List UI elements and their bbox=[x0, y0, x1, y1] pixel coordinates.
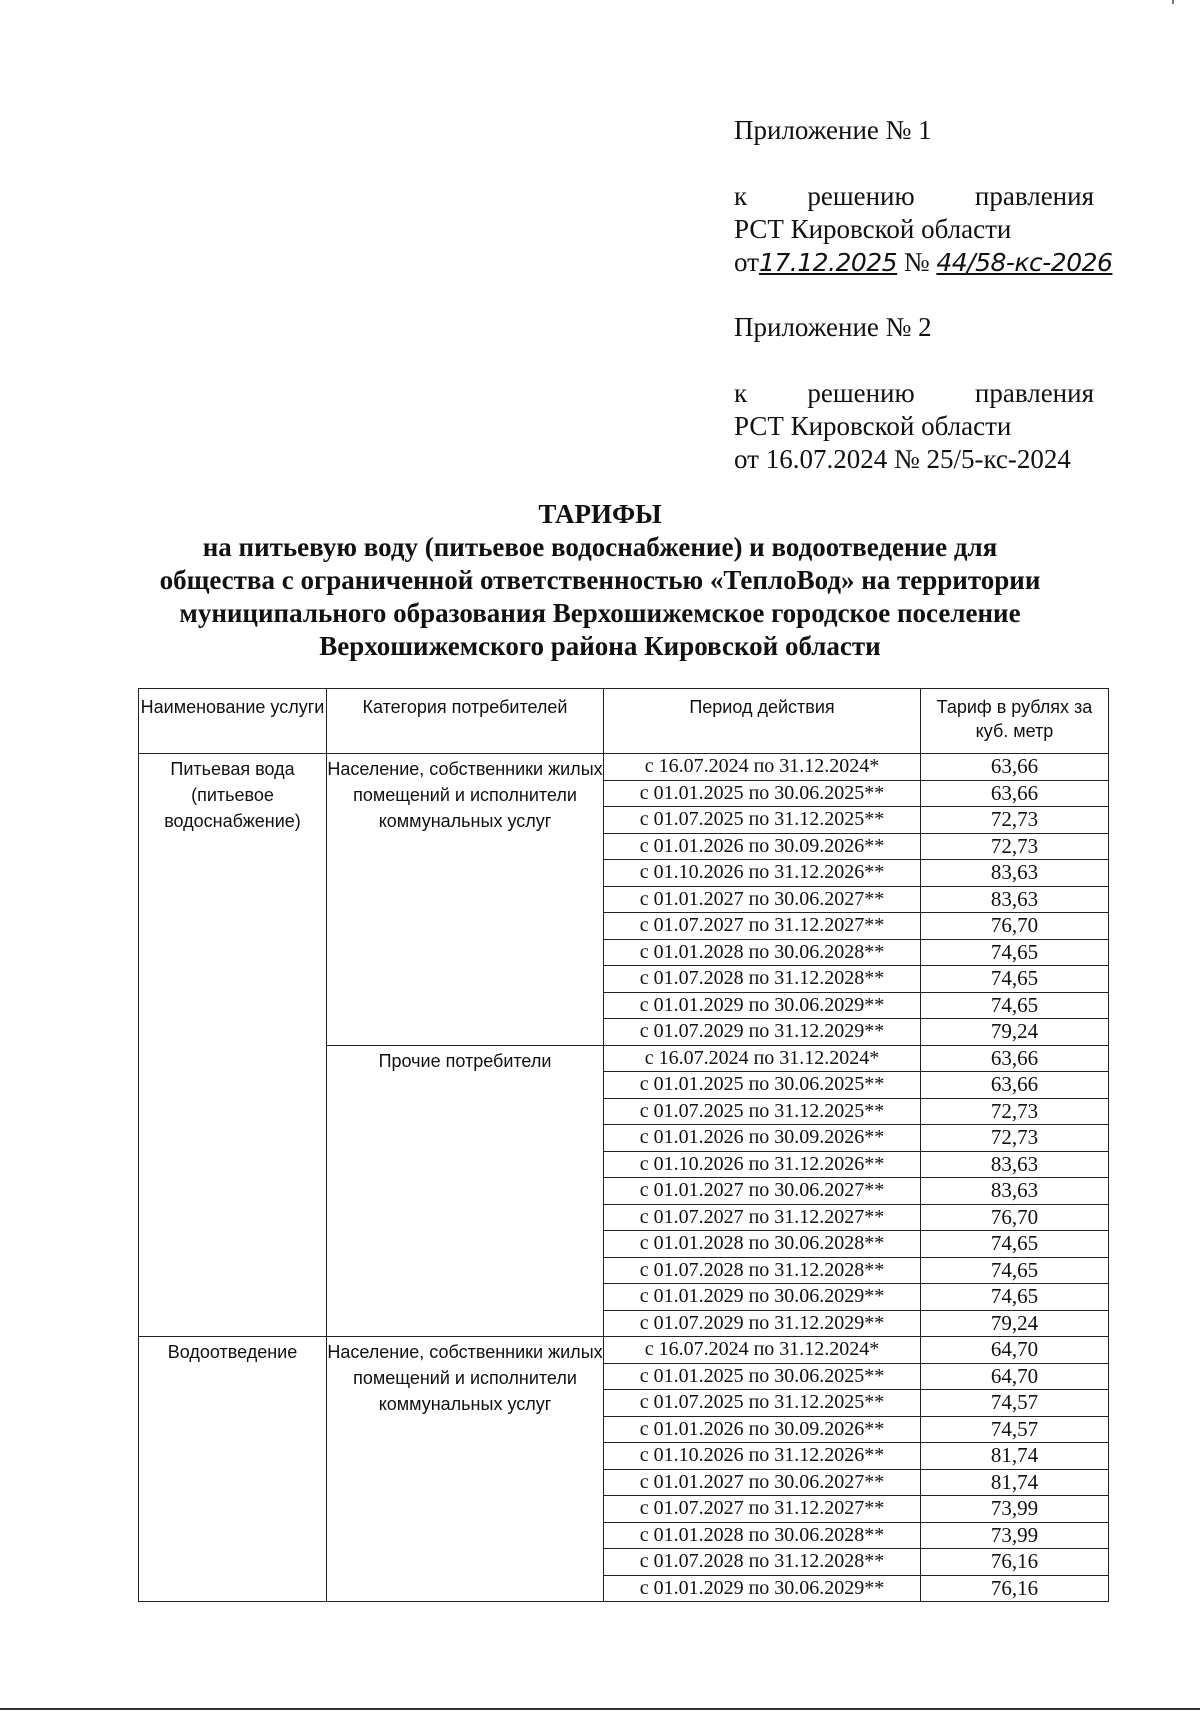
header-tariff: Тариф в рублях за куб. метр bbox=[921, 689, 1109, 754]
appendix-2-title: Приложение № 2 bbox=[734, 312, 932, 342]
tariff-cell: 76,70 bbox=[921, 913, 1109, 940]
period-cell: с 01.07.2027 по 31.12.2027** bbox=[604, 1496, 921, 1523]
appendix-2-authority: РСТ Кировской области bbox=[734, 411, 1012, 441]
appendix-1-decision-line: к решению правления bbox=[734, 181, 1094, 211]
appendix-2-decision-line: к решению правления bbox=[734, 378, 1094, 408]
heading-line-2: общества с ограниченной ответственностью «ТеплоВод» на территории bbox=[159, 565, 1041, 595]
heading-title: ТАРИФЫ bbox=[538, 499, 662, 529]
period-cell: с 01.01.2027 по 30.06.2027** bbox=[604, 1178, 921, 1205]
handwritten-date: 17.12.2025 bbox=[758, 248, 898, 277]
tariff-cell: 63,66 bbox=[921, 754, 1109, 781]
period-cell: с 01.01.2025 по 30.06.2025** bbox=[604, 1363, 921, 1390]
tariff-cell: 63,66 bbox=[921, 1045, 1109, 1072]
period-cell: с 01.07.2025 по 31.12.2025** bbox=[604, 807, 921, 834]
period-cell: с 01.01.2027 по 30.06.2027** bbox=[604, 1469, 921, 1496]
period-cell: с 01.10.2026 по 31.12.2026** bbox=[604, 1443, 921, 1470]
period-cell: с 01.07.2025 по 31.12.2025** bbox=[604, 1098, 921, 1125]
tariff-cell: 64,70 bbox=[921, 1363, 1109, 1390]
page-bottom-line bbox=[0, 1708, 1200, 1710]
service-name-cell: Водоотведение bbox=[139, 1337, 327, 1602]
tariff-cell: 74,65 bbox=[921, 1231, 1109, 1258]
tariff-cell: 81,74 bbox=[921, 1443, 1109, 1470]
tariff-cell: 83,63 bbox=[921, 886, 1109, 913]
tariff-cell: 73,99 bbox=[921, 1496, 1109, 1523]
appendix-1-date-number: от17.12.2025 № 44/58-кс-2026 bbox=[734, 247, 1113, 277]
tariff-cell: 74,65 bbox=[921, 992, 1109, 1019]
tariff-cell: 63,66 bbox=[921, 780, 1109, 807]
period-cell: с 01.07.2027 по 31.12.2027** bbox=[604, 913, 921, 940]
tariff-cell: 79,24 bbox=[921, 1019, 1109, 1046]
period-cell: с 01.01.2026 по 30.09.2026** bbox=[604, 1125, 921, 1152]
header-service: Наименование услуги bbox=[139, 689, 327, 754]
period-cell: с 01.01.2029 по 30.06.2029** bbox=[604, 1284, 921, 1311]
category-cell: Население, собственники жилых помещений и исполнители коммунальных услуг bbox=[327, 1337, 604, 1602]
tariff-cell: 74,57 bbox=[921, 1416, 1109, 1443]
appendix-2-date-number: от 16.07.2024 № 25/5-кс-2024 bbox=[734, 444, 1071, 474]
tariff-cell: 72,73 bbox=[921, 807, 1109, 834]
document-heading bbox=[100, 498, 1100, 663]
scan-mark bbox=[1172, 0, 1174, 4]
table-header-row bbox=[139, 689, 1109, 754]
tariff-cell: 74,57 bbox=[921, 1390, 1109, 1417]
handwritten-number: 44/58-кс-2026 bbox=[936, 248, 1113, 277]
period-cell: с 01.01.2027 по 30.06.2027** bbox=[604, 886, 921, 913]
appendix-2-block bbox=[734, 311, 1094, 476]
tariff-cell: 74,65 bbox=[921, 939, 1109, 966]
tariff-cell: 76,16 bbox=[921, 1549, 1109, 1576]
period-cell: с 01.07.2029 по 31.12.2029** bbox=[604, 1019, 921, 1046]
appendix-1-authority: РСТ Кировской области bbox=[734, 214, 1012, 244]
tariff-cell: 76,70 bbox=[921, 1204, 1109, 1231]
period-cell: с 01.07.2029 по 31.12.2029** bbox=[604, 1310, 921, 1337]
category-cell: Прочие потребители bbox=[327, 1045, 604, 1337]
period-cell: с 01.01.2028 по 30.06.2028** bbox=[604, 1231, 921, 1258]
tariff-cell: 64,70 bbox=[921, 1337, 1109, 1364]
period-cell: с 01.10.2026 по 31.12.2026** bbox=[604, 860, 921, 887]
header-period: Период действия bbox=[604, 689, 921, 754]
period-cell: с 01.10.2026 по 31.12.2026** bbox=[604, 1151, 921, 1178]
tariff-cell: 74,65 bbox=[921, 1284, 1109, 1311]
tariff-cell: 83,63 bbox=[921, 1178, 1109, 1205]
period-cell: с 01.07.2027 по 31.12.2027** bbox=[604, 1204, 921, 1231]
period-cell: с 01.01.2029 по 30.06.2029** bbox=[604, 1575, 921, 1602]
table-body bbox=[139, 754, 1109, 1602]
tariff-cell: 83,63 bbox=[921, 1151, 1109, 1178]
period-cell: с 01.01.2025 по 30.06.2025** bbox=[604, 780, 921, 807]
period-cell: с 01.07.2028 по 31.12.2028** bbox=[604, 1257, 921, 1284]
period-cell: с 01.07.2028 по 31.12.2028** bbox=[604, 966, 921, 993]
tariff-cell: 63,66 bbox=[921, 1072, 1109, 1099]
heading-line-4: Верхошижемского района Кировской области bbox=[319, 631, 881, 661]
header-category: Категория потребителей bbox=[327, 689, 604, 754]
tariff-cell: 76,16 bbox=[921, 1575, 1109, 1602]
tariff-cell: 79,24 bbox=[921, 1310, 1109, 1337]
period-cell: с 01.01.2026 по 30.09.2026** bbox=[604, 833, 921, 860]
tariff-table bbox=[138, 688, 1109, 1602]
heading-line-1: на питьевую воду (питьевое водоснабжение) и водоотведение для bbox=[202, 532, 998, 562]
tariff-cell: 72,73 bbox=[921, 1098, 1109, 1125]
category-cell: Население, собственники жилых помещений и исполнители коммунальных услуг bbox=[327, 754, 604, 1046]
period-cell: с 16.07.2024 по 31.12.2024* bbox=[604, 1045, 921, 1072]
period-cell: с 01.07.2025 по 31.12.2025** bbox=[604, 1390, 921, 1417]
heading-line-3: муниципального образования Верхошижемское городское поселение bbox=[179, 598, 1021, 628]
service-name-cell: Питьевая вода (питьевое водоснабжение) bbox=[139, 754, 327, 1337]
period-cell: с 16.07.2024 по 31.12.2024* bbox=[604, 754, 921, 781]
table-row bbox=[139, 754, 1109, 781]
tariff-cell: 74,65 bbox=[921, 1257, 1109, 1284]
appendix-1-title: Приложение № 1 bbox=[734, 115, 932, 145]
tariff-cell: 72,73 bbox=[921, 1125, 1109, 1152]
period-cell: с 01.07.2028 по 31.12.2028** bbox=[604, 1549, 921, 1576]
tariff-cell: 72,73 bbox=[921, 833, 1109, 860]
tariff-cell: 81,74 bbox=[921, 1469, 1109, 1496]
period-cell: с 01.01.2028 по 30.06.2028** bbox=[604, 1522, 921, 1549]
period-cell: с 16.07.2024 по 31.12.2024* bbox=[604, 1337, 921, 1364]
period-cell: с 01.01.2028 по 30.06.2028** bbox=[604, 939, 921, 966]
tariff-cell: 83,63 bbox=[921, 860, 1109, 887]
table-row bbox=[139, 1337, 1109, 1364]
tariff-cell: 74,65 bbox=[921, 966, 1109, 993]
period-cell: с 01.01.2025 по 30.06.2025** bbox=[604, 1072, 921, 1099]
period-cell: с 01.01.2026 по 30.09.2026** bbox=[604, 1416, 921, 1443]
period-cell: с 01.01.2029 по 30.06.2029** bbox=[604, 992, 921, 1019]
appendix-1-block bbox=[734, 114, 1113, 279]
tariff-cell: 73,99 bbox=[921, 1522, 1109, 1549]
